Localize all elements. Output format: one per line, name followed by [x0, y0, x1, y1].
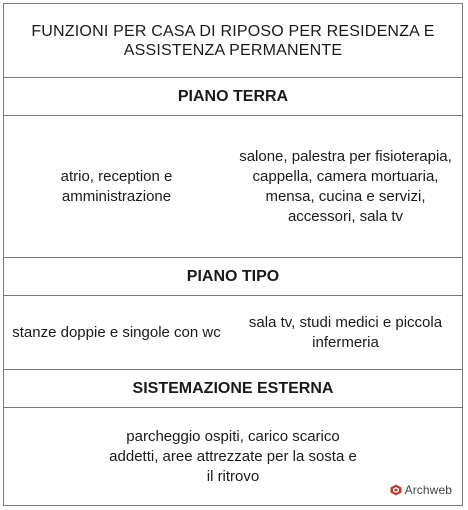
table-title-text: FUNZIONI PER CASA DI RIPOSO PER RESIDENZA E ASSISTENZA PERMANENTE — [31, 22, 435, 59]
cell-right-text: sala tv, studi medici e piccola infermeria — [248, 313, 443, 351]
section-heading-text: PIANO TIPO — [186, 267, 280, 285]
section-heading-text: SISTEMAZIONE ESTERNA — [132, 379, 334, 397]
cell-left-text: stanze doppie e singole con wc — [12, 323, 221, 341]
cell-right-text: salone, palestra per fisioterapia, cappella, camera mortuaria, mensa, cucina e servizi, accessori, sala tv — [239, 147, 452, 225]
archweb-logo-icon — [390, 484, 402, 496]
cell-full — [108, 408, 358, 505]
cell-right — [229, 296, 462, 369]
section-row-piano-tipo — [4, 296, 462, 370]
section-heading-piano-terra — [4, 78, 462, 116]
section-heading-piano-tipo — [4, 258, 462, 296]
cell-full-text: parcheggio ospiti, carico scarico addetti, aree attrezzate per la sosta e il ritrovo — [109, 427, 357, 485]
cell-left — [4, 296, 229, 369]
functions-table — [3, 3, 463, 506]
archweb-logo — [390, 483, 452, 497]
cell-right — [229, 116, 462, 257]
section-row-piano-terra — [4, 116, 462, 258]
archweb-logo-text: Archweb — [404, 483, 452, 497]
cell-left-text: atrio, reception e amministrazione — [60, 167, 173, 205]
section-row-sistemazione-esterna — [4, 408, 462, 505]
cell-left — [4, 116, 229, 257]
section-heading-sistemazione-esterna — [4, 370, 462, 408]
table-title — [4, 4, 462, 78]
section-heading-text: PIANO TERRA — [177, 87, 289, 105]
